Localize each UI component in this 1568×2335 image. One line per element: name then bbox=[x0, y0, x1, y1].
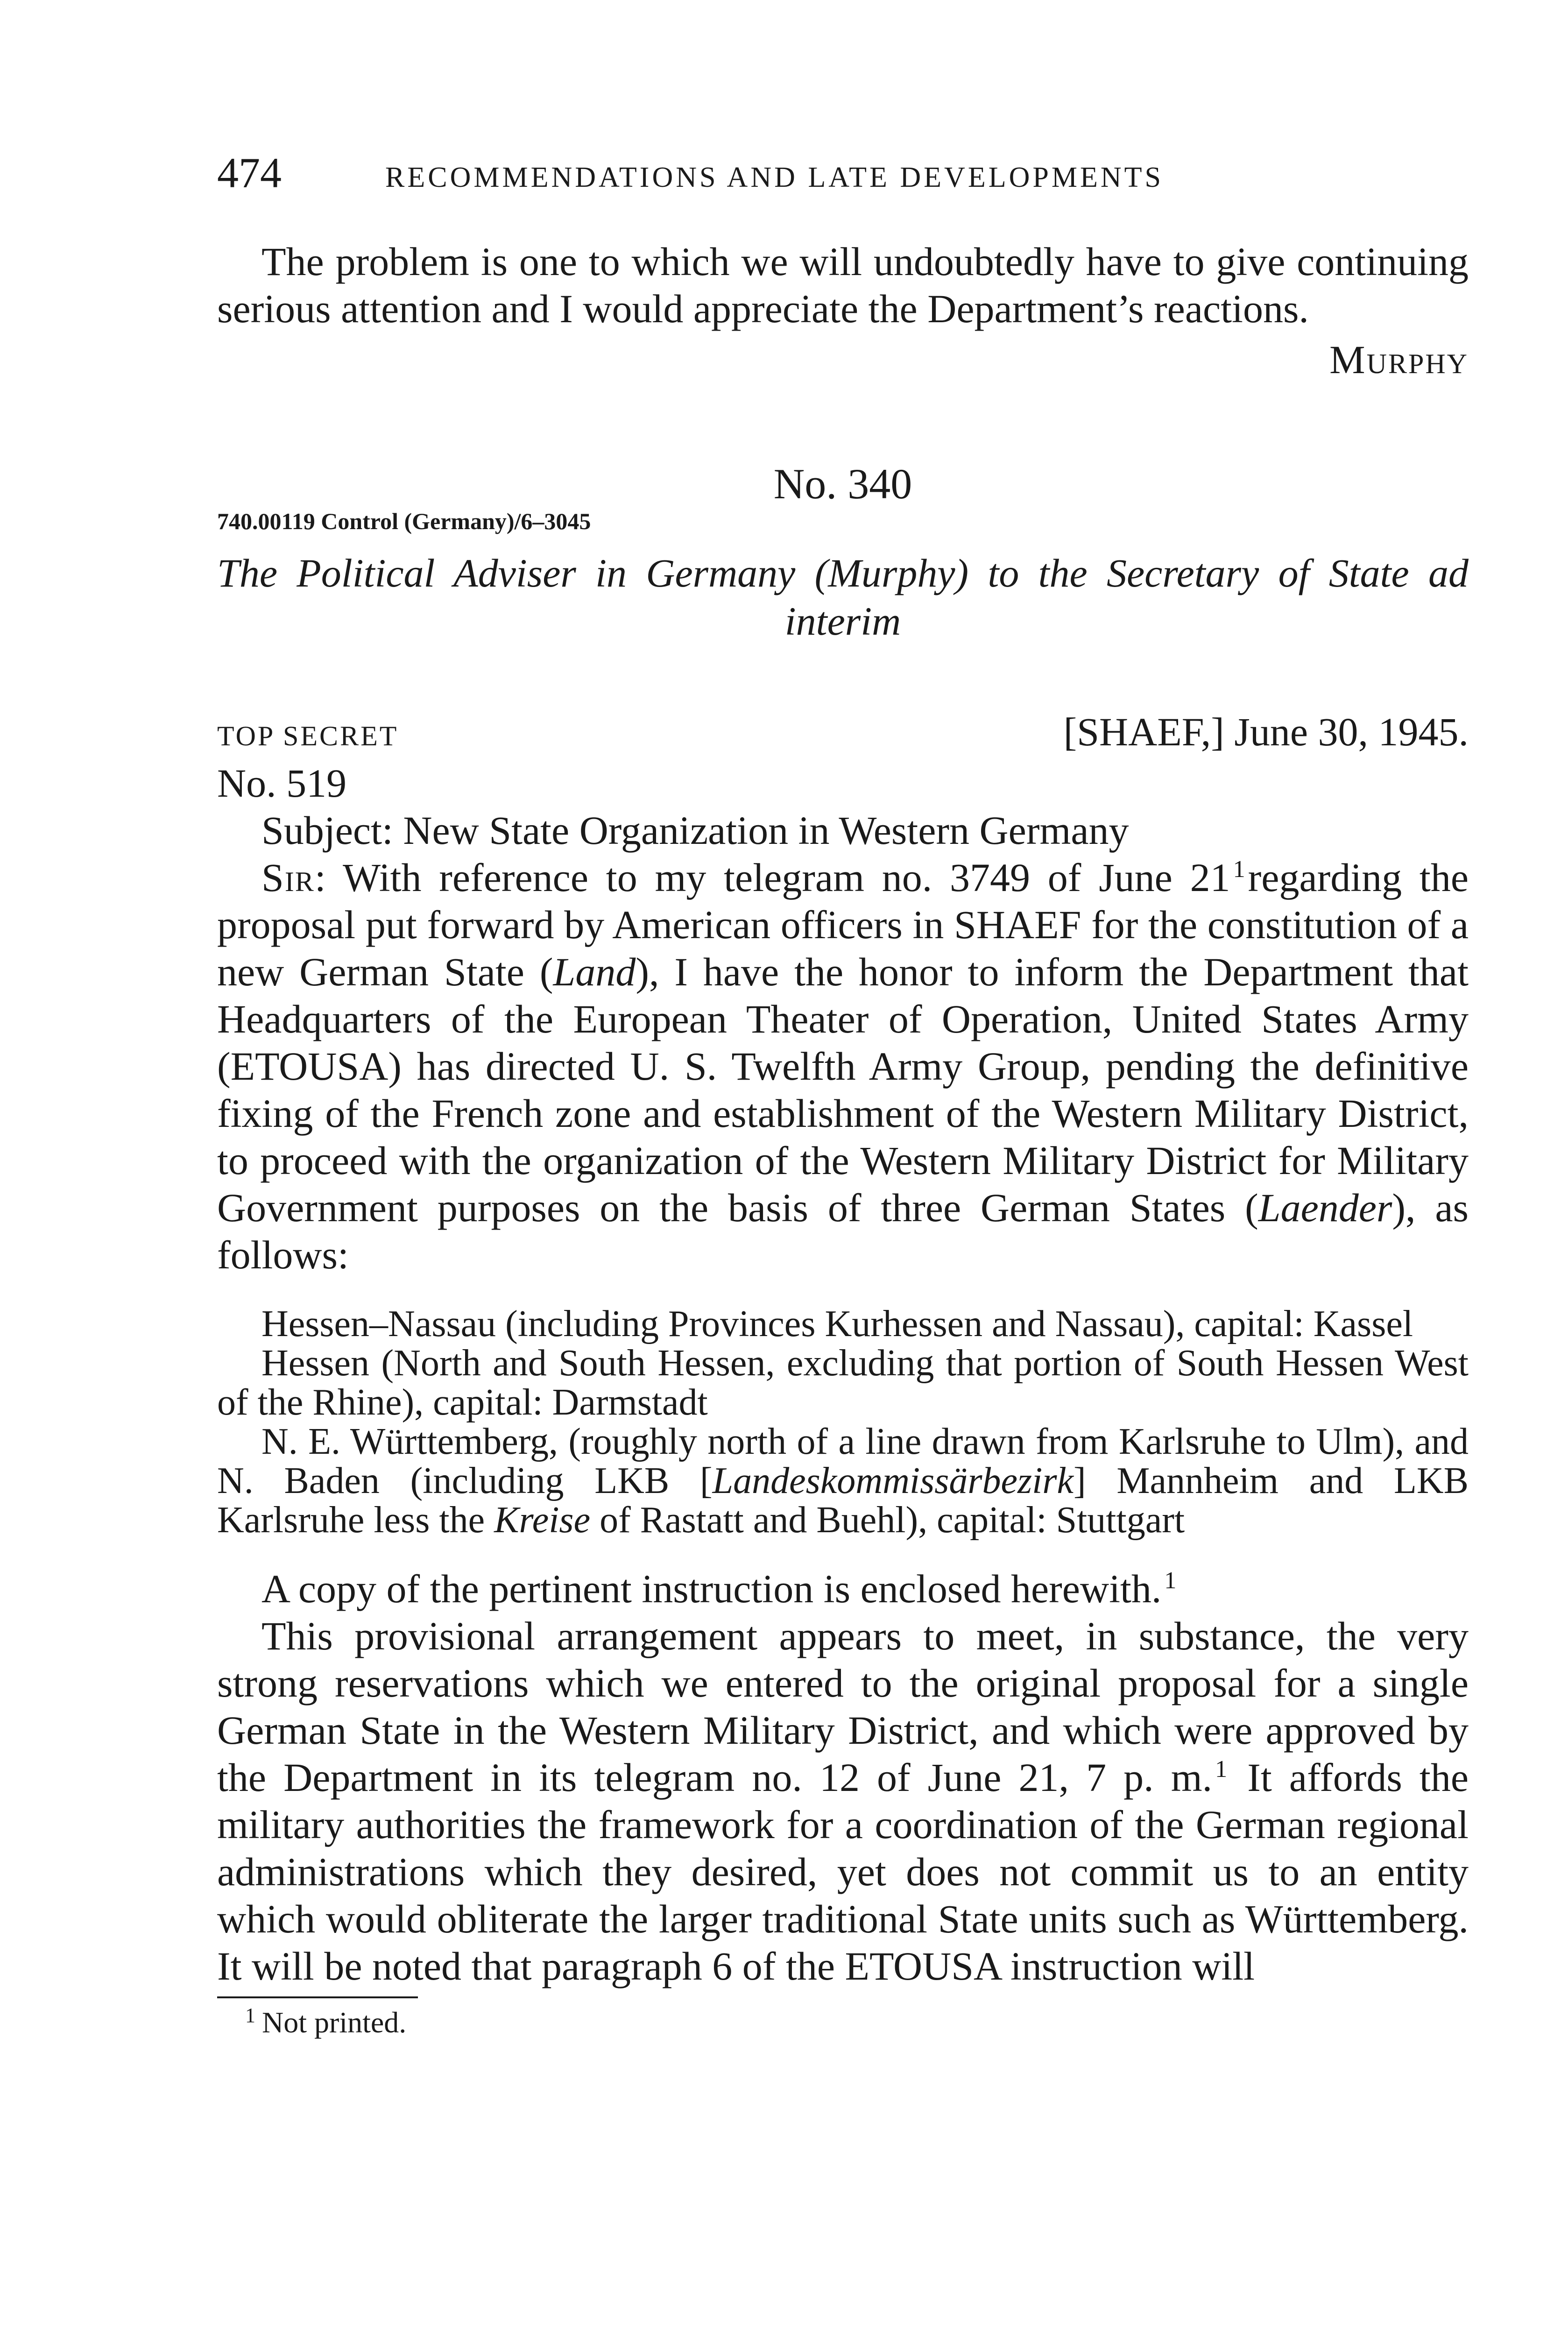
list-item: Hessen (North and South Hessen, excluding that portion of South Hessen West of the Rhine), capital: Darmstadt bbox=[217, 1343, 1469, 1423]
running-title: RECOMMENDATIONS AND LATE DEVELOPMENTS bbox=[385, 162, 1164, 193]
footnote-reference: 1 bbox=[1215, 1756, 1228, 1783]
signature: Murphy bbox=[1329, 337, 1469, 382]
opening-paragraph: The problem is one to which we will undoubtedly have to give continuing serious attention and I would appreciate the Department’s reactions. bbox=[217, 239, 1469, 331]
classification-row bbox=[217, 708, 1469, 760]
salutation: Sir bbox=[261, 855, 315, 900]
document-heading: The Political Adviser in Germany (Murphy) to the Secretary of State ad interim bbox=[217, 551, 1469, 644]
footnote bbox=[217, 2004, 1469, 2041]
classification-label: TOP SECRET bbox=[217, 721, 399, 751]
footnote-text: Not printed. bbox=[262, 2006, 407, 2039]
body-paragraph-3: This provisional arrangement appears to meet, in substance, the very strong reservations which we entered to the original proposal for a single German State in the Western Military District, and which were approved by the Department in its telegram no. 12 of June 21, 7 p. m. $^1$ It affords the military authorities the framework for a coordination of the German regional administrations which they desired, yet does not commit us to an entity which would obliterate the larger traditional State units such as Württemberg. It will be noted that paragraph 6 of the ETOUSA instruction will bbox=[217, 1613, 1469, 1988]
despatch-number: No. 519 bbox=[217, 761, 347, 806]
list-item: Hessen–Nassau (including Provinces Kurhessen and Nassau), capital: Kassel bbox=[261, 1303, 1413, 1344]
subject-line: Subject: New State Organization in Western Germany bbox=[261, 808, 1129, 853]
body-paragraph-1: Sir: With reference to my telegram no. 3749 of June 21 $^1$regarding the proposal put forward by American officers in SHAEF for the constitution of a new German State (Land), I have the honor to inform the Department that Headquarters of the European Theater of Operation, United States Army (ETOUSA) has directed U. S. Twelfth Army Group, pending the definitive fixing of the French zone and establishment of the Western Military District, to proceed with the organization of the Western Military District for Military Government purposes on the basis of three German States (Laender), as follows: bbox=[217, 855, 1469, 1277]
footnote-reference: 1 bbox=[1164, 1567, 1177, 1594]
running-head bbox=[217, 149, 1469, 205]
document-page bbox=[217, 149, 1469, 2041]
document-number: No. 340 bbox=[773, 460, 912, 508]
footnote-mark: 1 bbox=[245, 2003, 255, 2027]
dateline: [SHAEF,] June 30, 1945. bbox=[1063, 709, 1469, 754]
list-item: N. E. Württemberg, (roughly north of a line drawn from Karlsruhe to Ulm), and N. Baden (including LKB [Landeskommissärbezirk] Mannheim and LKB Karlsruhe less the Kreise of Rastatt and Buehl), capital: Stuttgart bbox=[217, 1421, 1469, 1541]
body-paragraph-2: A copy of the pertinent instruction is enclosed herewith. $^1$ bbox=[217, 1565, 1469, 1613]
footnote-divider bbox=[217, 1996, 418, 1998]
footnote-reference: 1 bbox=[1233, 856, 1245, 883]
states-list bbox=[217, 1304, 1469, 1540]
file-reference: 740.00119 Control (Germany)/6–3045 bbox=[217, 508, 591, 534]
page-number: 474 bbox=[217, 149, 282, 197]
